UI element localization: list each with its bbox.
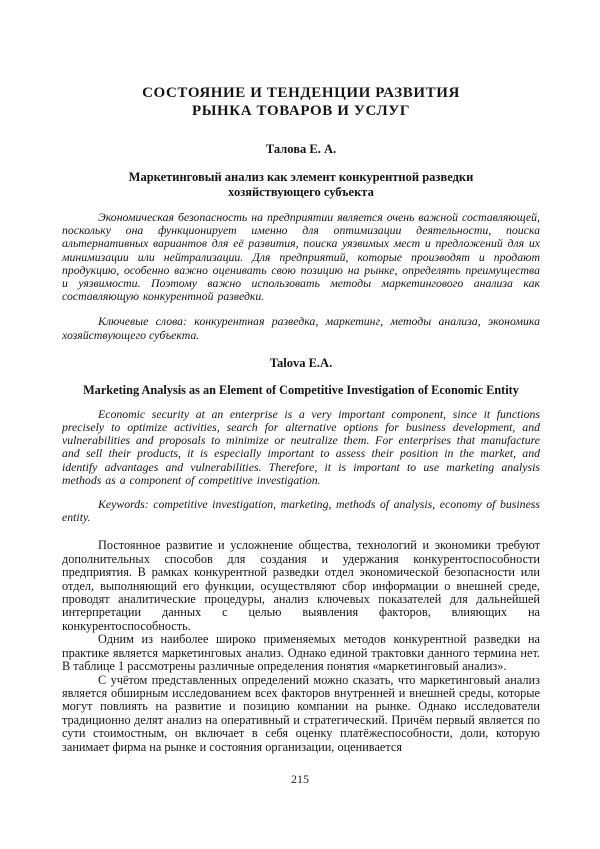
article-title-en: Marketing Analysis as an Element of Competitive Investigation of Economic Entity: [83, 382, 519, 397]
article-title-ru-line-1: Маркетинговый анализ как элемент конкурентной разведки: [128, 170, 474, 184]
journal-section-title: [62, 85, 540, 120]
author-name-en: Talova E.A.: [269, 355, 333, 370]
article-title-ru: [62, 170, 540, 200]
journal-section-title-line-1: СОСТОЯНИЕ И ТЕНДЕНЦИИ РАЗВИТИЯ: [142, 85, 460, 101]
keywords-en: Keywords: competitive investigation, marketing, methods of analysis, economy of business entity.: [62, 497, 540, 525]
page-number: 215: [291, 772, 309, 786]
article-title-ru-line-2: хозяйствующего субъекта: [228, 185, 374, 199]
journal-section-title-line-2: РЫНКА ТОВАРОВ И УСЛУГ: [191, 102, 411, 119]
body-paragraph: С учётом представленных определений можно сказать, что маркетинговый анализ является обширным исследованием всех факторов внутренней и внешней среды, которые могут повлиять на развитие и позицию компании на рынке. Однако исследователи традиционно делят анализ на оперативный и стратегический. Причём первый является по сути стоимостным, он включает в себя оценку платёжеспособности, доли, которую занимает фирма на рынке и состояния организации, оценивается: [62, 672, 540, 754]
abstract-en: Economic security at an enterprise is a very important component, since it functions precisely to optimize activities, search for alternative options for business development, and vulnerabilities and proposals to minimize or neutralize them. For enterprises that manufacture and sell their products, it is especially important to assess their position in the market, and identify advantages and vulnerabilities. Therefore, it is important to use marketing analysis methods as a component of competitive investigation.: [62, 406, 540, 487]
abstract-ru: Экономическая безопасность на предприятии является очень важной составляющей, поскольку она функционирует именно для оптимизации деятельности, поиска альтернативных вариантов для её развития, поиска уязвимых мест и предложений для их минимизации или нейтрализации. Для предприятий, которые производят и продают продукцию, особенно важно оценивать свою позицию на рынке, определять преимущества и уязвимости. Поэтому важно использовать методы маркетингового анализа как составляющую конкурентной разведки.: [62, 210, 540, 304]
keywords-ru: Ключевые слова: конкурентная разведка, маркетинг, методы анализа, экономика хозяйствующего субъекта.: [62, 314, 540, 342]
author-name-ru: Талова Е. А.: [265, 142, 337, 156]
article-body: [62, 539, 540, 754]
body-paragraph: Постоянное развитие и усложнение общества, технологий и экономики требуют дополнительных способов для создания и удержания конкурентоспособности предприятия. В рамках конкурентной разведки отдел экономической безопасности или отдел, выполняющий его функции, осуществляют сбор информации о внешней среде, проводят аналитические процедуры, анализ ключевых показателей для дальнейшей интерпретации данных с целью выявления факторов, влияющих на конкурентоспособность.: [62, 538, 540, 633]
body-paragraph: Одним из наиболее широко применяемых методов конкурентной разведки на практике является маркетинговых анализ. Однако единой трактовки данного термина нет. В таблице 1 рассмотрены различные определения понятия «маркетинговый анализ».: [62, 632, 540, 674]
